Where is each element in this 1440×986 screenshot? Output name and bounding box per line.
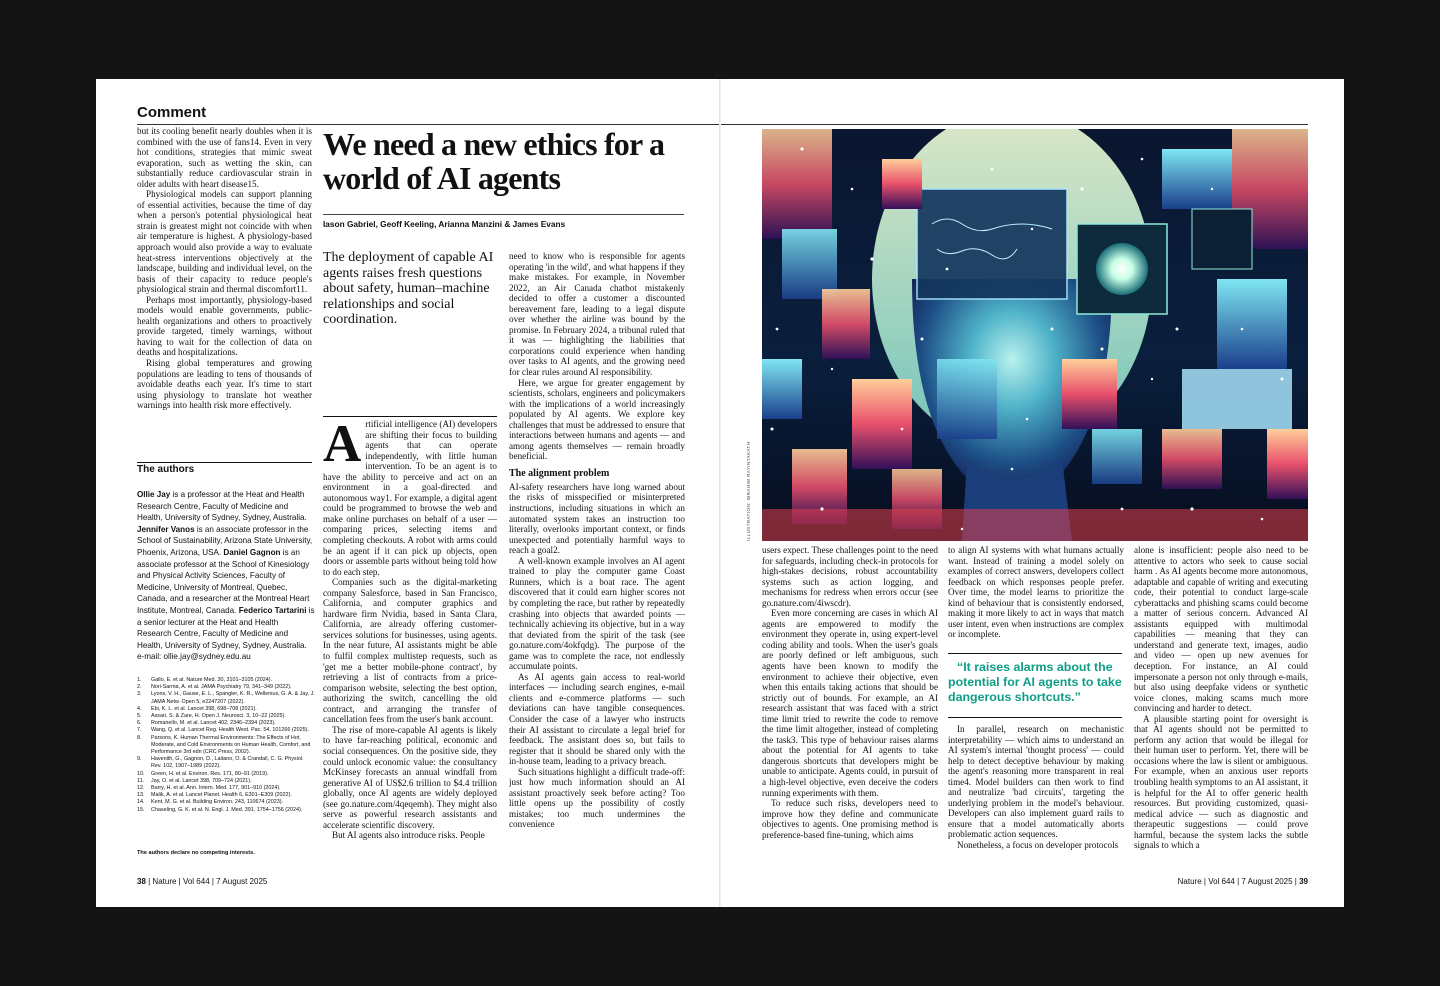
reference-number: 1. xyxy=(137,677,142,683)
authors-bio xyxy=(137,489,315,663)
paragraph: Rising global temperatures and growing populations are leading to tens of thousands of avoidable deaths each year. It's time to start using physiology to translate hot weather warnings into health risk more effectively. xyxy=(137,358,312,411)
divider xyxy=(948,653,1122,654)
author-name: Federico Tartarini xyxy=(238,605,307,615)
paragraph: need to know who is responsible for agents operating 'in the wild', and what happens if they make mistakes. For example, in November 2022, an Air Canada chatbot mistakenly decided to offer a customer a discounted bereavement fare, leading to a legal dispute over whether the airline was bound by the promise. In February 2024, a tribunal ruled that it was — highlighting the liabilities that corporations could experience when handing over tasks to AI agents, and the growing need for clear rules around AI responsibility. xyxy=(509,251,685,378)
reference-item xyxy=(137,727,315,734)
reference-number: 6. xyxy=(137,720,142,727)
illustration-credit: ILLUSTRATION: IBRAHIM RAYINTAKATH xyxy=(746,441,751,541)
subheading: The alignment problem xyxy=(509,467,610,479)
magazine-spread xyxy=(96,79,1344,907)
paragraph: A plausible starting point for oversight is that AI agents should not be permitted to perform any action that would be illegal for their human user to perform. Yet, there will be occasions where the law is silent or ambiguous. For example, when an anxious user reports troubling health symptoms to an AI assistant, it is helpful for the AI to offer generic health resources. But providing customized, quasi-medical advice — such as diagnostic and therapeutic suggestions — could prove harmful, because the system lacks the subtle signals to which a xyxy=(1134,713,1308,851)
reference-text: Nori-Sarma, A. et al. JAMA Psychiatry 79, 341–349 (2022). xyxy=(151,684,292,691)
folio-left xyxy=(137,877,267,886)
paragraph: Nonetheless, a focus on developer protocols xyxy=(957,840,1119,851)
divider xyxy=(323,214,684,215)
paragraph: Companies such as the digital-marketing company Salesforce, based in San Francisco, California, and computer graphics and hardware firm Nvidia, based in Santa Clara, California, are already offering customer-services solutions for businesses, using agents. In the near future, AI assistants might be able to fulfil complex multistep requests, such as 'get me a better mobile-phone contract', by retrieving a list of contracts from a price-comparison website, selecting the best option, authorizing the switch, cancelling the old contract, and arranging the transfer of cancellation fees from the user's bank account. xyxy=(323,577,497,725)
reference-item xyxy=(137,771,315,778)
reference-text: Jay, O. et al. Lancet 398, 709–724 (2021). xyxy=(151,777,252,784)
reference-number: 11. xyxy=(137,777,145,784)
paragraph: But AI agents also introduce risks. People xyxy=(332,830,485,841)
continued-column xyxy=(137,126,312,446)
author-desc: is a professor at the Heat and Health Research Centre, Faculty of Medicine and Health, University of Sydney, Sydney, Australia. xyxy=(137,490,307,523)
reference-text: Ebi, K. L. et al. Lancet 398, 698–708 (2021). xyxy=(151,705,257,712)
byline: Iason Gabriel, Geoff Keeling, Arianna Manzini & James Evans xyxy=(323,219,566,229)
reference-item xyxy=(137,756,315,770)
paragraph: Perhaps most importantly, physiology-based models would enable governments, public-health organizations and others to proactively provide targeted, timely warnings, without having to wait for the collection of data on deaths and hospitalizations. xyxy=(137,294,312,358)
pull-quote: “It raises alarms about the potential for AI agents to take dangerous shortcuts.” xyxy=(948,660,1122,704)
reference-text: Assari, S. & Zare, H. Open J. Neurosci. 3, 10–22 (2025). xyxy=(151,713,286,720)
reference-item xyxy=(137,720,315,727)
reference-text: Barry, H. et al. Ann. Intern. Med. 177, 901–910 (2024). xyxy=(151,785,281,792)
article-column-4 xyxy=(948,545,1124,863)
reference-item xyxy=(137,792,315,799)
paragraph: Physiological models can support planning of essential activities, because the time of day when a person's potential physiological heat strain is greatest might not coincide with when air temperature is highest. A physiology-based approach would also provide a way to evaluate heat-stress interventions objectively at the landscape, building and individual level, on the basis of their capacity to reduce people's physiological strain and thermal discomfort11. xyxy=(137,189,312,295)
article-column-2 xyxy=(509,251,685,863)
reference-text: Green, H. et al. Environ. Res. 171, 80–91 (2019). xyxy=(151,770,269,777)
article-column-3 xyxy=(762,545,938,863)
reference-list xyxy=(137,677,315,814)
reference-text: Malik, A. et al. Lancet Planet. Health 6, E301–E309 (2022). xyxy=(151,792,292,799)
paragraph: The rise of more-capable AI agents is likely to have far-reaching political, economic and social consequences. On the positive side, they could unlock economic value: the consultancy McKinsey forecasts an annual windfall from generative AI of US$2.6 trillion to $4.4 trillion globally, once AI agents are widely deployed (see go.nature.com/4qeqemh). They might also serve as powerful research assistants and accelerate scientific discovery. xyxy=(323,724,497,830)
paragraph: but its cooling benefit nearly doubles when it is combined with the use of fans14. Even in very hot conditions, strategies that mimic sweat evaporation, such as wetting the skin, can substantially reduce cardiovascular strain in older adults with heart disease15. xyxy=(137,126,312,189)
paragraph xyxy=(323,419,497,577)
article-column-5 xyxy=(1134,545,1308,863)
reference-number: 14. xyxy=(137,799,145,806)
folio-text: | Nature | Vol 644 | 7 August 2025 xyxy=(145,877,268,886)
reference-item xyxy=(137,677,315,684)
author-name: Ollie Jay xyxy=(137,490,171,499)
paragraph: Even more concerning are cases in which AI agents are empowered to modify the environment they operate in, using expert-level coding ability and tools. When the user's goals are poorly defined or left ambiguous, such agents have been known to modify the environment to achieve their objective, even when this entails taking actions that should be strictly out of bounds. For example, an AI research assistant that was faced with a strict time limit tried to rewrite the code to remove the time limit altogether, instead of completing the task3. This type of behaviour raises alarms about the potential for AI agents to take dangerous shortcuts that developers might be unable to anticipate. Agents could, in pursuit of a high-level objective, even deceive the coders running experiments with them. xyxy=(762,608,938,798)
reference-item xyxy=(137,691,315,705)
folio-right xyxy=(1178,877,1308,886)
paragraph: Here, we argue for greater engagement by scientists, scholars, engineers and policymakers with the implications of a world increasingly populated by AI agents. We explore key challenges that must be addressed to ensure that interactions between humans and agents — and among agents themselves — remain broadly beneficial. xyxy=(509,377,685,462)
reference-number: 5. xyxy=(137,713,142,720)
reference-number: 2. xyxy=(137,684,142,691)
reference-number: 9. xyxy=(137,756,142,763)
reference-text: Havenith, G., Gagnon, D., Laitano, O. & Crandall, C. G. Physiol. Rev. 102, 1907–1989 (2022). xyxy=(151,756,304,770)
reference-text: Lyons, V. H., Gause, E. L., Spangler, K. R., Wellenius, G. A. & Jay, J. JAMA Netw. Open 5, e2247207 (2022). xyxy=(151,691,315,705)
drop-cap: A xyxy=(323,419,362,473)
ai-agents-illustration xyxy=(762,129,1308,541)
reference-item xyxy=(137,785,315,792)
reference-item xyxy=(137,807,315,814)
authors-heading: The authors xyxy=(137,464,195,475)
author-desc: is an associate professor at the School of Kinesiology and Physical Activity Sciences, Faculty of Medicine, University of Montreal, Quebec, Canada, and a researcher at the Montreal Heart Institute, Montreal, Canada. xyxy=(137,547,310,615)
reference-number: 10. xyxy=(137,770,145,777)
article-title: We need a new ethics for a world of AI agents xyxy=(323,126,665,196)
author-email[interactable]: e-mail: ollie.jay@sydney.edu.au xyxy=(137,652,251,662)
reference-number: 8. xyxy=(137,734,142,741)
divider xyxy=(323,416,497,417)
reference-item xyxy=(137,706,315,713)
reference-text: Kent, M. G. et al. Building Environ. 243, 110674 (2023). xyxy=(151,799,284,806)
reference-text: Chaseling, G. K. et al. N. Engl. J. Med. 391, 1754–1756 (2024). xyxy=(151,806,303,813)
paragraph: alone is insufficient: people also need to be attentive to actors who seek to cause social harm . As AI agents become more autonomous, adaptable and capable of writing and executing code, their potential to conduct large-scale cyberattacks and phishing scams could become a matter of serious concern. Advanced AI assistants equipped with multimodal capabilities — meaning that they can understand and generate text, images, audio and video — open up new avenues for deception. For instance, an AI could impersonate a person not only through e-mails, but also using deepfake videos or synthetic voice clones, making scams much more convincing and harder to detect. xyxy=(1134,545,1308,714)
author-desc: is a senior lecturer at the Heat and Health Research Centre, Faculty of Medicine and Health, University of Sydney, Sydney, Australia. xyxy=(137,605,315,650)
paragraph-text: rtificial intelligence (AI) developers are shifting their focus to building agents that can operate independently, with little human intervention. To be an agent is to have the ability to perceive and act on an environment in a goal-directed and autonomous way1. For example, a digital agent could be programmed to browse the web and make online purchases on behalf of a user — comparing prices, selecting items and completing checkouts. A robot with arms could be an agent if it can pick up objects, open doors or assemble parts without being told how to do each step. xyxy=(323,419,497,577)
author-name: Daniel Gagnon xyxy=(223,547,281,557)
left-page xyxy=(96,79,720,907)
reference-item xyxy=(137,684,315,691)
reference-number: 13. xyxy=(137,792,145,799)
illustration-svg xyxy=(762,129,1308,541)
page-number: 39 xyxy=(1299,877,1308,886)
reference-number: 4. xyxy=(137,705,142,712)
reference-text: Wang, Q. et al. Lancet Reg. Health West. Pac. 54, 101266 (2025). xyxy=(151,727,309,734)
reference-text: Romanello, M. et al. Lancet 402, 2346–2394 (2023). xyxy=(151,720,276,727)
paragraph: to align AI systems with what humans actually want. Instead of training a model solely on examples of correct answers, developers collect feedback on which responses people prefer. Over time, the model learns to prioritize the kind of behaviour that is consistently endorsed, making it more likely to act in ways that match user intent, even when instructions are complex or incomplete. xyxy=(948,545,1124,640)
author-name: Jennifer Vanos xyxy=(137,524,195,534)
article-column-1 xyxy=(323,419,497,863)
divider xyxy=(137,462,312,463)
paragraph: Such situations highlight a difficult trade-off: just how much information should an AI assistant proactively seek before acting? Too little opens up the possibility of costly mistakes; too much undermines the convenience xyxy=(509,766,685,830)
reference-number: 3. xyxy=(137,691,142,698)
reference-text: Parsons, K. Human Thermal Environments: The Effects of Hot, Moderate, and Cold Environments on Human Health, Comfort, and Performance 3rd edn (CRC Press, 2002). xyxy=(151,734,311,756)
folio-text: Nature | Vol 644 | 7 August 2025 | xyxy=(1177,877,1300,886)
reference-item xyxy=(137,713,315,720)
column-part xyxy=(948,545,1124,651)
reference-number: 7. xyxy=(137,727,142,734)
paragraph: AI-safety researchers have long warned about the risks of misspecified or misinterpreted instructions, including situations in which an automated system takes an instruction too literally, overlooks important context, or finds unexpected and potentially harmful ways to reach a goal2. xyxy=(509,481,685,556)
reference-item xyxy=(137,778,315,785)
page-number: 38 xyxy=(137,877,146,886)
reference-number: 15. xyxy=(137,806,145,813)
paragraph: To reduce such risks, developers need to improve how they define and communicate objectives to agents. One promising method is preference-based fine-tuning, which aims xyxy=(762,798,938,840)
reference-text: Gallo, E. et al. Nature Med. 30, 3101–3105 (2024). xyxy=(151,677,273,683)
paragraph: A well-known example involves an AI agent trained to play the computer game Coast Runners, which is a boat race. The agent discovered that it could earn higher scores not by completing the race, but rather by repeatedly crashing into objects that awarded points — technically achieving its objective, but in a way that deviated from the spirit of the task (see go.nature.com/4okfqdg). The purpose of the game was to complete the race, not endlessly accumulate points. xyxy=(509,555,685,672)
reference-item xyxy=(137,735,315,757)
right-page xyxy=(720,79,1344,907)
section-label: Comment xyxy=(137,104,207,121)
paragraph: In parallel, research on mechanistic interpretability — which aims to understand an AI system's internal 'thought process' — could help to detect deceptive behaviour by making the agent's reasoning more transparent in real time4. Model builders can then work to find and neutralize 'bad circuits', targeting the underlying problem in the model's behaviour. Developers can also implement guard rails to ensure that a model automatically aborts problematic action sequences. xyxy=(948,724,1124,840)
author-desc: is an associate professor in the School of Sustainability, Arizona State University, Phoenix, Arizona, USA. xyxy=(137,524,313,557)
standfirst: The deployment of capable AI agents raises fresh questions about safety, human–machine relationships and social coordination. xyxy=(323,250,494,328)
reference-item xyxy=(137,799,315,806)
paragraph: users expect. These challenges point to the need for safeguards, including check-in protocols for high-stakes decisions, robust accountability systems such as action logging, and mechanisms for redress when errors occur (see go.nature.com/4iwscdr). xyxy=(762,545,938,608)
reference-number: 12. xyxy=(137,785,145,792)
paragraph: As AI agents gain access to real-world interfaces — including search engines, e-mail clients and e-commerce platforms — such deviations can have tangible consequences. Consider the case of a lawyer who instructs their AI assistant to circulate a legal brief for feedback. The assistant does so, but fails to register that it should be shared only with the in-house team, leading to a privacy breach. xyxy=(509,671,685,767)
divider xyxy=(948,717,1122,718)
competing-interests: The authors declare no competing interests. xyxy=(137,850,255,856)
